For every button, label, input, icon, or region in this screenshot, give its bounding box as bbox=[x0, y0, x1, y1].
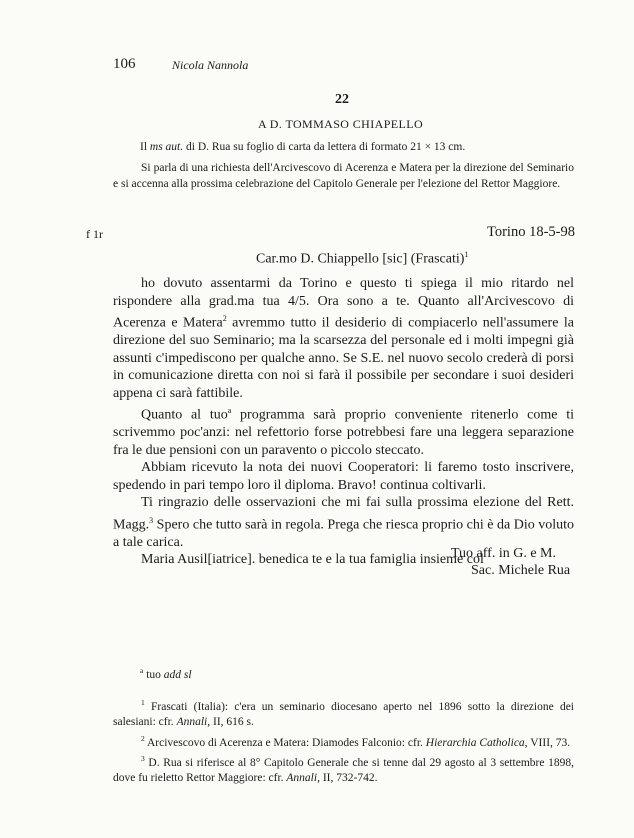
footnote-citation: Hierarchia Catholica, bbox=[425, 736, 528, 749]
document-number: 22 bbox=[335, 92, 349, 107]
source-description bbox=[140, 139, 465, 155]
paragraph-text: Quanto al tuo bbox=[141, 407, 228, 423]
footnote-text: II, 732-742. bbox=[319, 772, 378, 785]
place-date: Torino 18-5-98 bbox=[487, 224, 575, 240]
paragraph: Abbiam ricevuto la nota dei nuovi Cooperatori: li faremo tosto inscrivere, spedendo in pari tempo loro il diploma. Bravo! continua coltivarli. bbox=[113, 460, 574, 493]
running-head-author: Nicola Nannola bbox=[172, 58, 249, 72]
footnote-ref: 2 bbox=[222, 314, 227, 323]
footnote bbox=[113, 751, 574, 787]
salutation bbox=[256, 250, 468, 268]
footnote-citation: Annali, bbox=[176, 716, 211, 729]
closing-line: Tuo aff. in G. e M. bbox=[451, 546, 557, 561]
variant-word: tuo bbox=[143, 668, 164, 681]
source-pre: Il bbox=[140, 141, 150, 153]
footnote-number: 1 bbox=[141, 698, 145, 707]
document-title: A D. TOMMASO CHIAPELLO bbox=[258, 117, 424, 131]
paragraph-text: ho dovuto assentarmi da Torino e questo ti spiega il mio ritardo nel rispondere alla grad.ma tua 4/5. Ora sono a te. Quanto all'Arcivescovo di Acerenza e Matera bbox=[113, 276, 574, 331]
signature: Sac. Michele Rua bbox=[471, 563, 571, 578]
footnote bbox=[113, 695, 574, 731]
source-italic: ms aut. bbox=[149, 141, 184, 153]
paragraph: Maria Ausil[iatrice]. benedica te e la tua famiglia insieme col bbox=[141, 552, 484, 568]
folio-marker: f 1r bbox=[86, 227, 103, 241]
footnote-ref: 3 bbox=[149, 515, 154, 525]
paragraph bbox=[113, 275, 574, 402]
footnote-text: D. Rua si riferisce al 8° Capitolo Generale che si tenne dal 29 agosto al 3 settembre 1898, dove fu rieletto Rettor Maggiore: cfr. bbox=[113, 756, 574, 785]
footnote-text: II, 616 s. bbox=[210, 716, 254, 729]
paragraph-text: avremmo tutto il desiderio di compiacerlo nell'assumere la direzione del suo Seminario; ma la scarsezza del personale ed i molti impegni già assunti c'impediscono per qualche anno. Se S.E. nel nuovo secolo crederà di porsi in comunicazione diretta con noi si farà il possibile per secondare i suoi desideri appena ci sarà fattibile. bbox=[113, 315, 575, 401]
document-summary: Si parla di una richiesta dell'Arcivescovo di Acerenza e Matera per la direzione del Seminario e si accenna alla prossima celebrazione del Capitolo Generale per l'elezione del Rettor Maggiore. bbox=[113, 162, 574, 190]
page-number: 106 bbox=[113, 56, 136, 72]
letter-body bbox=[113, 275, 574, 569]
footnote-number: 3 bbox=[141, 754, 145, 764]
footnote-number: 2 bbox=[141, 733, 145, 743]
paragraph bbox=[113, 494, 574, 551]
salutation-text: Car.mo D. Chiappello [sic] (Frascati) bbox=[256, 251, 465, 267]
variant-mark: a bbox=[140, 666, 144, 675]
source-post: di D. Rua su foglio di carta da lettera di formato 21 × 13 cm. bbox=[183, 141, 466, 153]
footnote-text: Frascati (Italia): c'era un seminario diocesano aperto nel 1896 sotto la direzione dei salesiani: cfr. bbox=[113, 700, 574, 729]
footnotes bbox=[113, 695, 574, 787]
footnote-text: Arcivescovo di Acerenza e Matera: Diamodes Falconio: cfr. bbox=[144, 736, 426, 749]
footnote bbox=[113, 731, 574, 751]
footnote-citation: Annali, bbox=[286, 772, 320, 785]
footnote-ref: 1 bbox=[464, 250, 469, 259]
paragraph-text: Spero che tutto sarà in regola. Prega che riesca proprio chi è da Dio voluto a tale carica. bbox=[113, 517, 574, 550]
paragraph-text: Ti ringrazio delle osservazioni che mi fai sulla prossima elezione del Rett. Magg. bbox=[113, 495, 574, 533]
variant-note: add sl bbox=[163, 668, 192, 681]
variant-ref: a bbox=[227, 406, 232, 416]
paragraph-text: programma sarà proprio conveniente ritenerlo come ti scrivemmo poc'anzi: nel refettorio forse potrebbesi fare una leggera separazione fra le due pensioni con un paravento o piccolo steccato. bbox=[113, 407, 574, 458]
critical-apparatus bbox=[140, 666, 192, 681]
paragraph bbox=[113, 402, 574, 459]
footnote-text: VIII, 73. bbox=[527, 736, 571, 749]
